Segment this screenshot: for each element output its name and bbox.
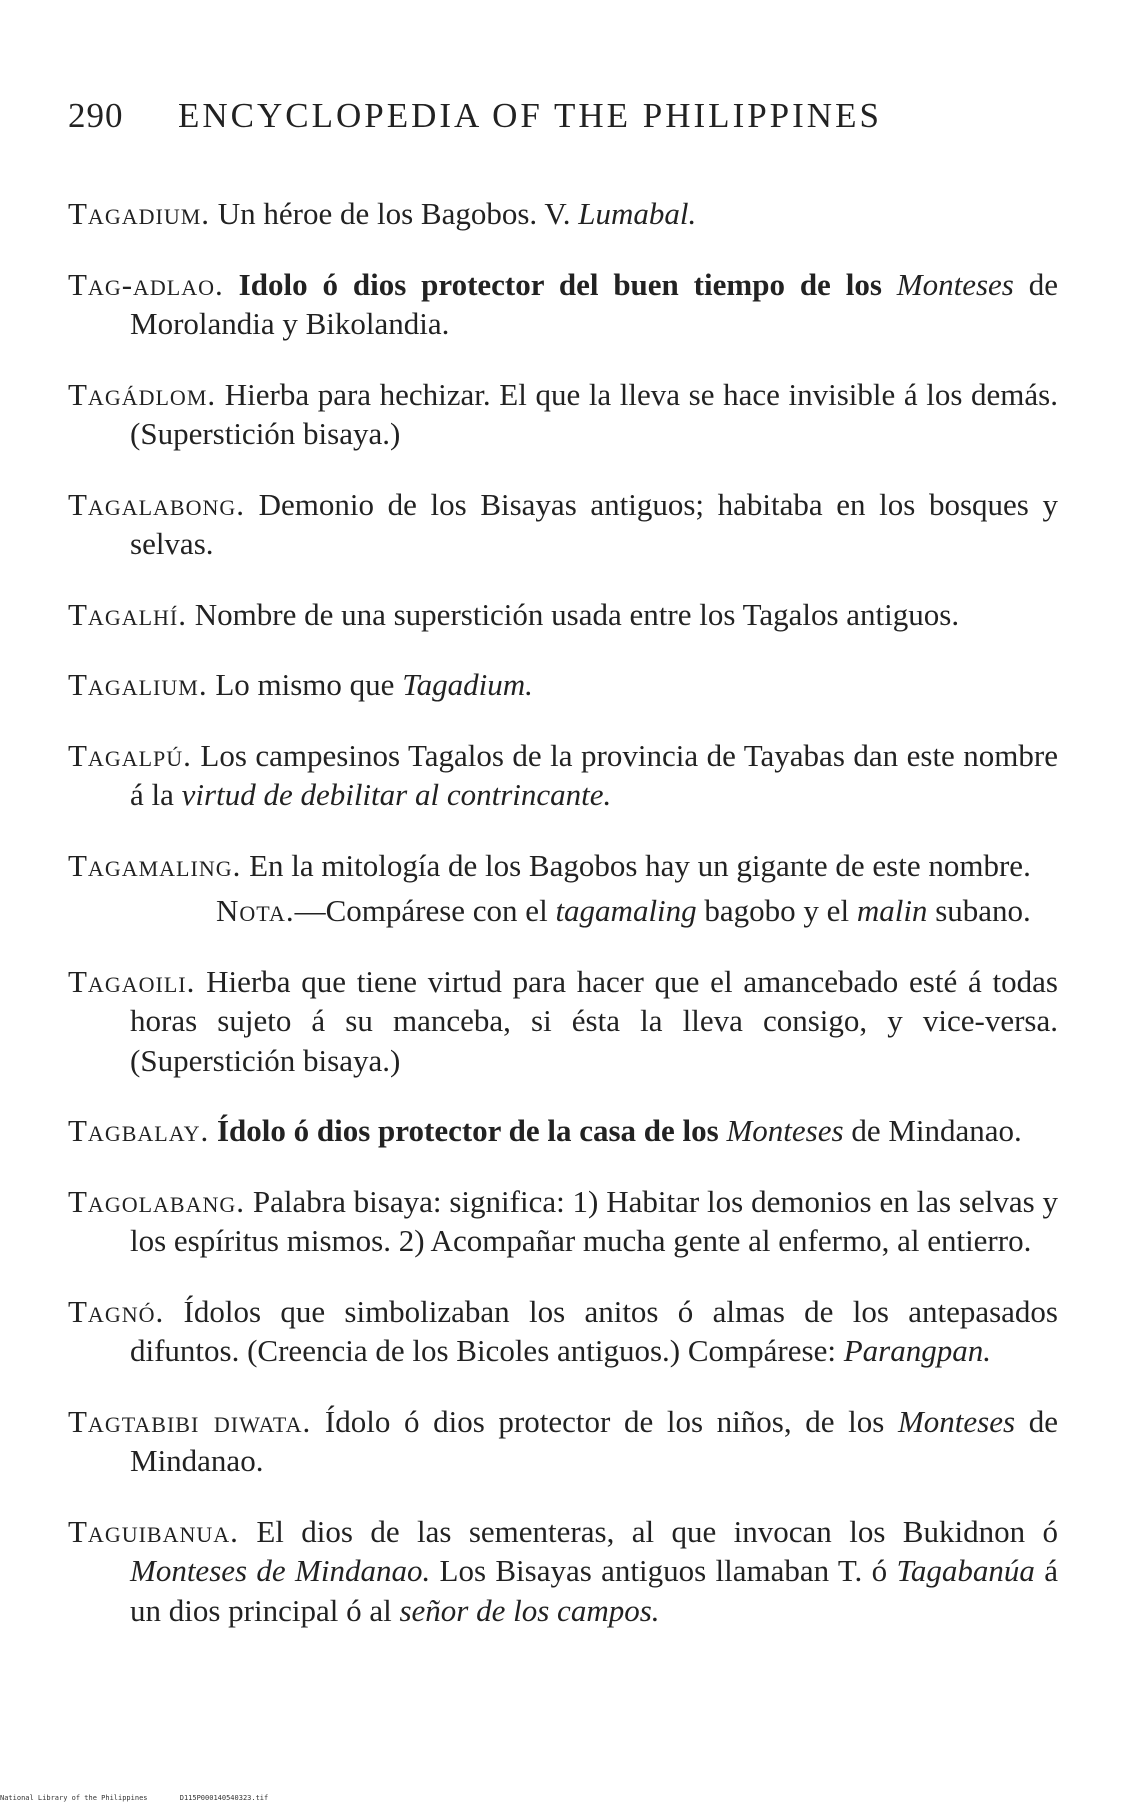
entry-headword: Tagalhí. (68, 596, 188, 632)
page-number: 290 (68, 96, 124, 135)
italic-term: Monteses (897, 1403, 1016, 1439)
entry-text: Demonio de los Bisayas antiguos; habitaba en los bosques y selvas. (130, 486, 1058, 561)
page-header (68, 96, 1068, 136)
entry-headword: Tagtabibi diwata. (68, 1403, 312, 1439)
dictionary-entry (68, 1292, 1058, 1371)
entry-headword: Tagalium. (68, 667, 208, 702)
dictionary-entry (68, 1512, 1058, 1631)
dictionary-entry (68, 595, 1058, 635)
entry-text: Los Bisayas antiguos llamaban T. ó (430, 1553, 897, 1588)
dictionary-entry (68, 1111, 1058, 1151)
entry-headword: Tagalpú. (68, 737, 192, 773)
entry-text: En la mitología de los Bagobos hay un gigante de este nombre. (241, 847, 1031, 883)
dictionary-entry (68, 375, 1058, 454)
dictionary-entry (68, 1182, 1058, 1261)
entry-text: Un héroe de los Bagobos. V. (210, 196, 579, 231)
running-title: ENCYCLOPEDIA OF THE PHILIPPINES (178, 96, 882, 135)
italic-term: tagamaling (555, 893, 697, 928)
entry-headword: Nota. (216, 893, 295, 928)
entry-headword: Tagadium. (68, 196, 211, 231)
italic-term: Tagabanúa (896, 1553, 1035, 1588)
file-identifier: D115P000140540323.tif (179, 1794, 269, 1802)
entry-text: de Morolandia y Bikolandia. (130, 266, 1058, 341)
italic-term: Monteses de Mindanao. (130, 1553, 431, 1588)
entry-text: Nombre de una superstición usada entre los Tagalos antiguos. (187, 596, 960, 632)
entry-text: Idolo ó dios protector del buen tiempo de los (223, 266, 897, 302)
italic-term: Monteses (726, 1113, 844, 1148)
entry-text: Ídolo ó dios protector de los niños, de los (311, 1403, 898, 1439)
entry-text: Palabra bisaya: significa: 1) Habitar los demonios en las selvas y los espíritus mismos. 2) Acompañar mucha gente al enfermo, al entierro. (130, 1183, 1058, 1258)
dictionary-entry (68, 265, 1058, 344)
italic-term: Lumabal. (578, 196, 697, 231)
entry-text: á un dios principal ó al (130, 1553, 1058, 1628)
note-paragraph (68, 891, 1058, 931)
entry-headword: Tagolabang. (68, 1183, 246, 1219)
italic-term: Tagadium. (402, 667, 533, 702)
dictionary-entry (68, 736, 1058, 815)
library-credit: National Library of the Philippines (0, 1794, 148, 1802)
italic-term: virtud de debilitar al contrincante. (181, 777, 612, 812)
entry-headword: Tagamaling. (68, 847, 242, 883)
entry-text: El dios de las sementeras, al que invocan los Bukidnon ó (238, 1513, 1058, 1549)
dictionary-entry (68, 962, 1058, 1081)
entry-headword: Tag-adlao. (68, 266, 224, 302)
entry-headword: Tagnó. (68, 1293, 165, 1329)
entry-text: bagobo y el (696, 893, 857, 928)
entry-text: Hierba que tiene virtud para hacer que el amancebado esté á todas horas sujeto á su manceba, si ésta la lleva consigo, y vice-versa. (Superstición bisaya.) (130, 963, 1058, 1078)
dictionary-entry (68, 665, 1058, 705)
entry-headword: Taguibanua. (68, 1513, 239, 1549)
italic-term: Monteses (896, 266, 1014, 302)
italic-term: señor de los campos. (399, 1592, 660, 1628)
entry-text: Hierba para hechizar. El que la lleva se hace invisible á los demás. (Superstición bisaya.) (130, 376, 1058, 451)
italic-term: malin (856, 893, 928, 928)
entry-text: de Mindanao. (843, 1113, 1022, 1148)
dictionary-entry (68, 846, 1058, 886)
entry-headword: Tagalabong. (68, 486, 246, 522)
entry-headword: Tagádlom. (68, 376, 217, 412)
entry-text: subano. (927, 893, 1031, 928)
scan-footer (0, 1794, 700, 1802)
entry-text: Ídolos que simbolizaban los anitos ó almas de los antepasados difuntos. (Creencia de los Bicoles antiguos.) Compárese: (130, 1293, 1058, 1368)
entry-text: de Mindanao. (130, 1403, 1058, 1478)
entry-text: —Compárese con el (294, 893, 556, 928)
entry-text: Ídolo ó dios protector de la casa de los (209, 1113, 727, 1148)
entry-list (68, 163, 1058, 1640)
italic-term: Parangpan. (843, 1333, 991, 1368)
dictionary-entry (68, 485, 1058, 564)
entry-headword: Tagaoili. (68, 963, 196, 999)
entry-text: Los campesinos Tagalos de la provincia de Tayabas dan este nombre á la (130, 737, 1058, 812)
entry-headword: Tagbalay. (68, 1113, 210, 1148)
entry-text: Lo mismo que (207, 667, 403, 702)
dictionary-entry (68, 194, 1058, 234)
dictionary-entry (68, 1402, 1058, 1481)
